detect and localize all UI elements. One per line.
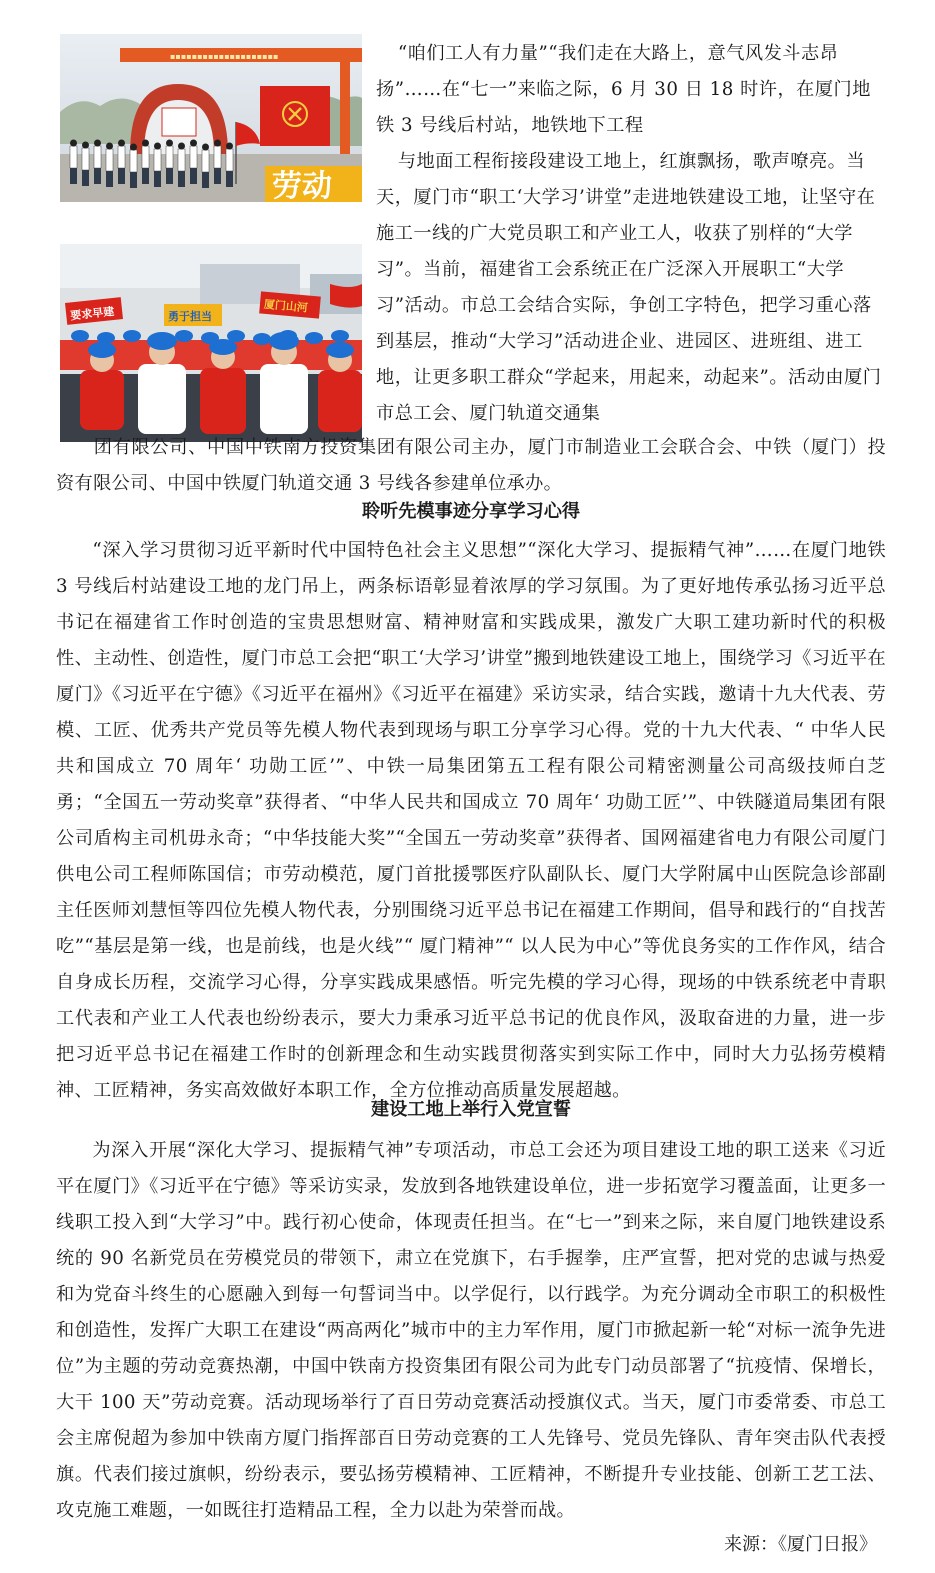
section-2-body-block	[56, 1133, 886, 1529]
section-1-paragraph: “深入学习贯彻习近平新时代中国特色社会主义思想”“深化大学习、提振精气神”……在厦门地铁 3 号线后村站建设工地的龙门吊上，两条标语彰显着浓厚的学习氛围。为了更好地传承弘扬习近平总书记在福建省工作时创造的宝贵思想财富、精神财富和实践成果，激发广大职工建功新时代的积极性、主动性、创造性，厦门市总工会把“职工‘大学习’讲堂”搬到地铁建设工地上，围绕学习《习近平在厦门》《习近平在宁德》《习近平在福州》《习近平在福建》采访实录，结合实践，邀请十九大代表、劳模、工匠、优秀共产党员等先模人物代表到现场与职工分享学习心得。党的十九大代表、“ 中华人民共和国成立 70 周年‘ 功勋工匠’”、中铁一局集团第五工程有限公司精密测量公司高级技师白芝勇；“全国五一劳动奖章”获得者、“中华人民共和国成立 70 周年‘ 功勋工匠’”、中铁隧道局集团有限公司盾构主司机毋永奇；“中华技能大奖”“全国五一劳动奖章”获得者、国网福建省电力有限公司厦门供电公司工程师陈国信；市劳动模范，厦门首批援鄂医疗队副队长、厦门大学附属中山医院急诊部副主任医师刘慧恒等四位先模人物代表，分别围绕习近平总书记在福建工作期间，倡导和践行的“自找苦吃”“基层是第一线，也是前线，也是火线”“ 厦门精神”“ 以人民为中心”等优良务实的工作作风，结合自身成长历程，交流学习心得，分享实践成果感悟。听完先模的学习心得，现场的中铁系统老中青职工代表和产业工人代表也纷纷表示，要大力秉承习近平总书记的优良作风，汲取奋进的力量，进一步把习近平总书记在福建工作时的创新理念和生动实践贯彻落实到实际工作中，同时大力弘扬劳模精神、工匠精神，务实高效做好本职工作，全方位推动高质量发展超越。	[56, 540, 886, 1101]
lead-paragraph-1-block	[376, 36, 886, 144]
source-credit: 来源：《厦门日报》	[724, 1534, 877, 1555]
svg-text:▪▪▪▪▪▪▪▪▪▪▪▪▪▪▪▪▪▪▪▪: ▪▪▪▪▪▪▪▪▪▪▪▪▪▪▪▪▪▪▪▪	[170, 52, 279, 61]
lead-paragraph-2-block	[376, 144, 886, 432]
section-heading-2: 建设工地上举行入党宣誓	[370, 1099, 572, 1120]
lead-continuation: 团有限公司、中国中铁南方投资集团有限公司主办，厦门市制造业工会联合会、中铁（厦门）投资有限公司、中国中铁厦门轨道交通 3 号线各参建单位承办。	[56, 437, 886, 494]
lead-continuation-block	[56, 430, 886, 502]
stage-scene-illustration	[60, 34, 362, 202]
crowd-sign-1: 要求早建	[69, 304, 115, 323]
event-photo-stage	[60, 34, 362, 202]
event-photo-crowd	[60, 244, 362, 442]
photo-signage-text: 劳动	[272, 169, 332, 202]
crowd-sign-3: 厦门山河	[263, 297, 309, 315]
lead-paragraph-2: 与地面工程衔接段建设工地上，红旗飘扬，歌声嘹亮。当天，厦门市“职工‘大学习’讲堂”走进地铁建设工地，让坚守在施工一线的广大党员职工和产业工人，收获了别样的“大学习”。当前，福建省工会系统正在广泛深入开展职工“大学习”活动。市总工会结合实际，争创工字特色，把学习重心落到基层，推动“大学习”活动进企业、进园区、进班组、进工地，让更多职工群众“学起来，用起来，动起来”。活动由厦门市总工会、厦门轨道交通集	[376, 151, 882, 424]
crowd-sign-2: 勇于担当	[168, 310, 212, 323]
lead-paragraph-1: “咱们工人有力量”“我们走在大路上，意气风发斗志昂扬”……在“七一”来临之际，6 月 30 日 18 时许，在厦门地铁 3 号线后村站，地铁地下工程	[376, 43, 871, 136]
section-heading-1: 聆听先模事迹分享学习心得	[361, 501, 581, 522]
crowd-scene-illustration	[60, 244, 362, 442]
section-1-body-block	[56, 533, 886, 1109]
section-2-paragraph: 为深入开展“深化大学习、提振精气神”专项活动，市总工会还为项目建设工地的职工送来《习近平在厦门》《习近平在宁德》等采访实录，发放到各地铁建设单位，进一步拓宽学习覆盖面，让更多一线职工投入到“大学习”中。践行初心使命，体现责任担当。在“七一”到来之际，来自厦门地铁建设系统的 90 名新党员在劳模党员的带领下，肃立在党旗下，右手握拳，庄严宣誓，把对党的忠诚与热爱和为党奋斗终生的心愿融入到每一句誓词当中。以学促行，以行践学。为充分调动全市职工的积极性和创造性，发挥广大职工在建设“两高两化”城市中的主力军作用，厦门市掀起新一轮“对标一流争先进位”为主题的劳动竞赛热潮，中国中铁南方投资集团有限公司为此专门动员部署了“抗疫情、保增长，大干 100 天”劳动竞赛。活动现场举行了百日劳动竞赛活动授旗仪式。当天，厦门市委常委、市总工会主席倪超为参加中铁南方厦门指挥部百日劳动竞赛的工人先锋号、党员先锋队、青年突击队代表授旗。代表们接过旗帜，纷纷表示，要弘扬劳模精神、工匠精神，不断提升专业技能、创新工艺工法、攻克施工难题，一如既往打造精品工程，全力以赴为荣誉而战。	[56, 1140, 886, 1521]
